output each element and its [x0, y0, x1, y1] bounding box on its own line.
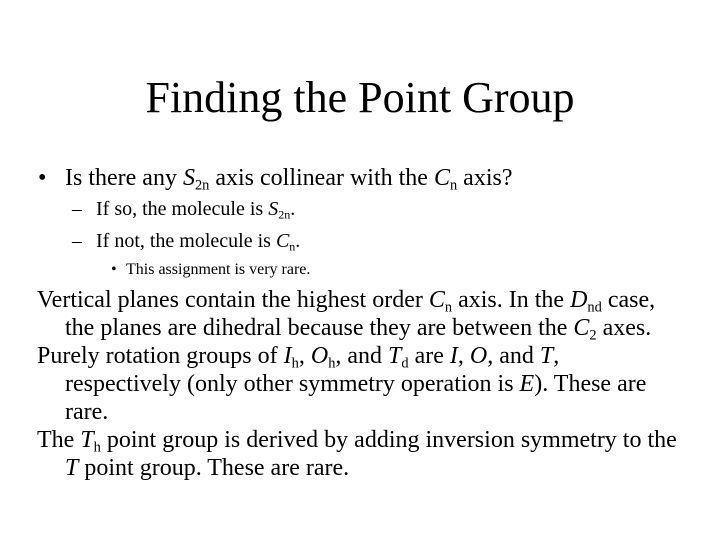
math-symbol: O	[310, 343, 329, 369]
math-symbol: E	[519, 371, 535, 397]
math-symbol: S	[182, 165, 195, 191]
math-subscript: h	[93, 439, 101, 456]
text-run: axis collinear with the	[209, 165, 434, 191]
text-run: ,	[553, 343, 560, 369]
text-run: the planes are dihedral because they are between the	[65, 315, 574, 341]
math-symbol: C	[433, 165, 450, 191]
text-run: axis?	[457, 165, 513, 191]
math-subscript: h	[328, 355, 336, 372]
text-run: ). These are	[534, 371, 647, 397]
math-subscript: n	[289, 239, 296, 254]
text-run: Purely rotation groups of	[37, 343, 284, 369]
slide-title: Finding the Point Group	[145, 73, 575, 122]
bullet-item-level-2	[0, 193, 720, 225]
bullet-list	[0, 163, 720, 283]
math-subscript: 2n	[278, 207, 291, 222]
bullet-item-level-2	[0, 225, 720, 257]
math-subscript: n	[444, 299, 453, 316]
math-symbol: T	[80, 427, 94, 453]
text-run: If not, the molecule is	[96, 230, 276, 252]
math-symbol: T	[539, 343, 554, 369]
text-run: ,	[298, 343, 311, 369]
text-run: rare.	[65, 399, 109, 425]
bullet-marker: •	[38, 165, 47, 191]
body-paragraph	[0, 426, 720, 482]
math-symbol: I	[449, 343, 458, 369]
body-paragraph	[0, 342, 720, 426]
bullet-marker: •	[111, 261, 117, 278]
text-run: , and	[335, 343, 389, 369]
math-symbol: I	[283, 343, 292, 369]
text-run: The	[37, 427, 81, 453]
math-symbol: O	[469, 343, 488, 369]
text-run: Is there any	[65, 165, 183, 191]
text-run: ,	[457, 343, 470, 369]
bullet-marker: –	[72, 198, 82, 220]
paragraphs	[0, 286, 720, 482]
body-paragraph	[0, 286, 720, 342]
text-run: point group. These are rare.	[78, 455, 350, 481]
bullet-item-level-3	[0, 257, 720, 283]
math-symbol: C	[275, 230, 290, 252]
math-symbol: D	[570, 287, 588, 313]
text-run: , and	[487, 343, 540, 369]
bullet-marker: –	[72, 230, 82, 252]
math-subscript: d	[401, 355, 409, 372]
text-run: Vertical planes contain the highest order	[37, 287, 429, 313]
text-run: case,	[601, 287, 656, 313]
text-run: respectively (only other symmetry operation is	[65, 371, 520, 397]
math-symbol: T	[388, 343, 402, 369]
math-symbol: S	[268, 198, 279, 220]
math-subscript: nd	[587, 299, 602, 316]
text-run: are	[408, 343, 450, 369]
math-symbol: C	[573, 315, 590, 341]
text-run: axis. In the	[452, 287, 571, 313]
math-subscript: 2	[589, 327, 597, 344]
text-run: .	[290, 198, 296, 220]
text-run: This assignment is very rare.	[126, 261, 311, 278]
text-run: point group is derived by adding inversion symmetry to the	[100, 427, 677, 453]
text-run: axes.	[596, 315, 652, 341]
math-subscript: n	[449, 177, 458, 194]
math-symbol: C	[428, 287, 445, 313]
math-subscript: h	[291, 355, 299, 372]
bullet-item-level-1	[0, 163, 720, 193]
math-symbol: T	[65, 455, 79, 481]
math-subscript: 2n	[194, 177, 210, 194]
text-run: If so, the molecule is	[96, 198, 269, 220]
text-run: .	[295, 230, 301, 252]
